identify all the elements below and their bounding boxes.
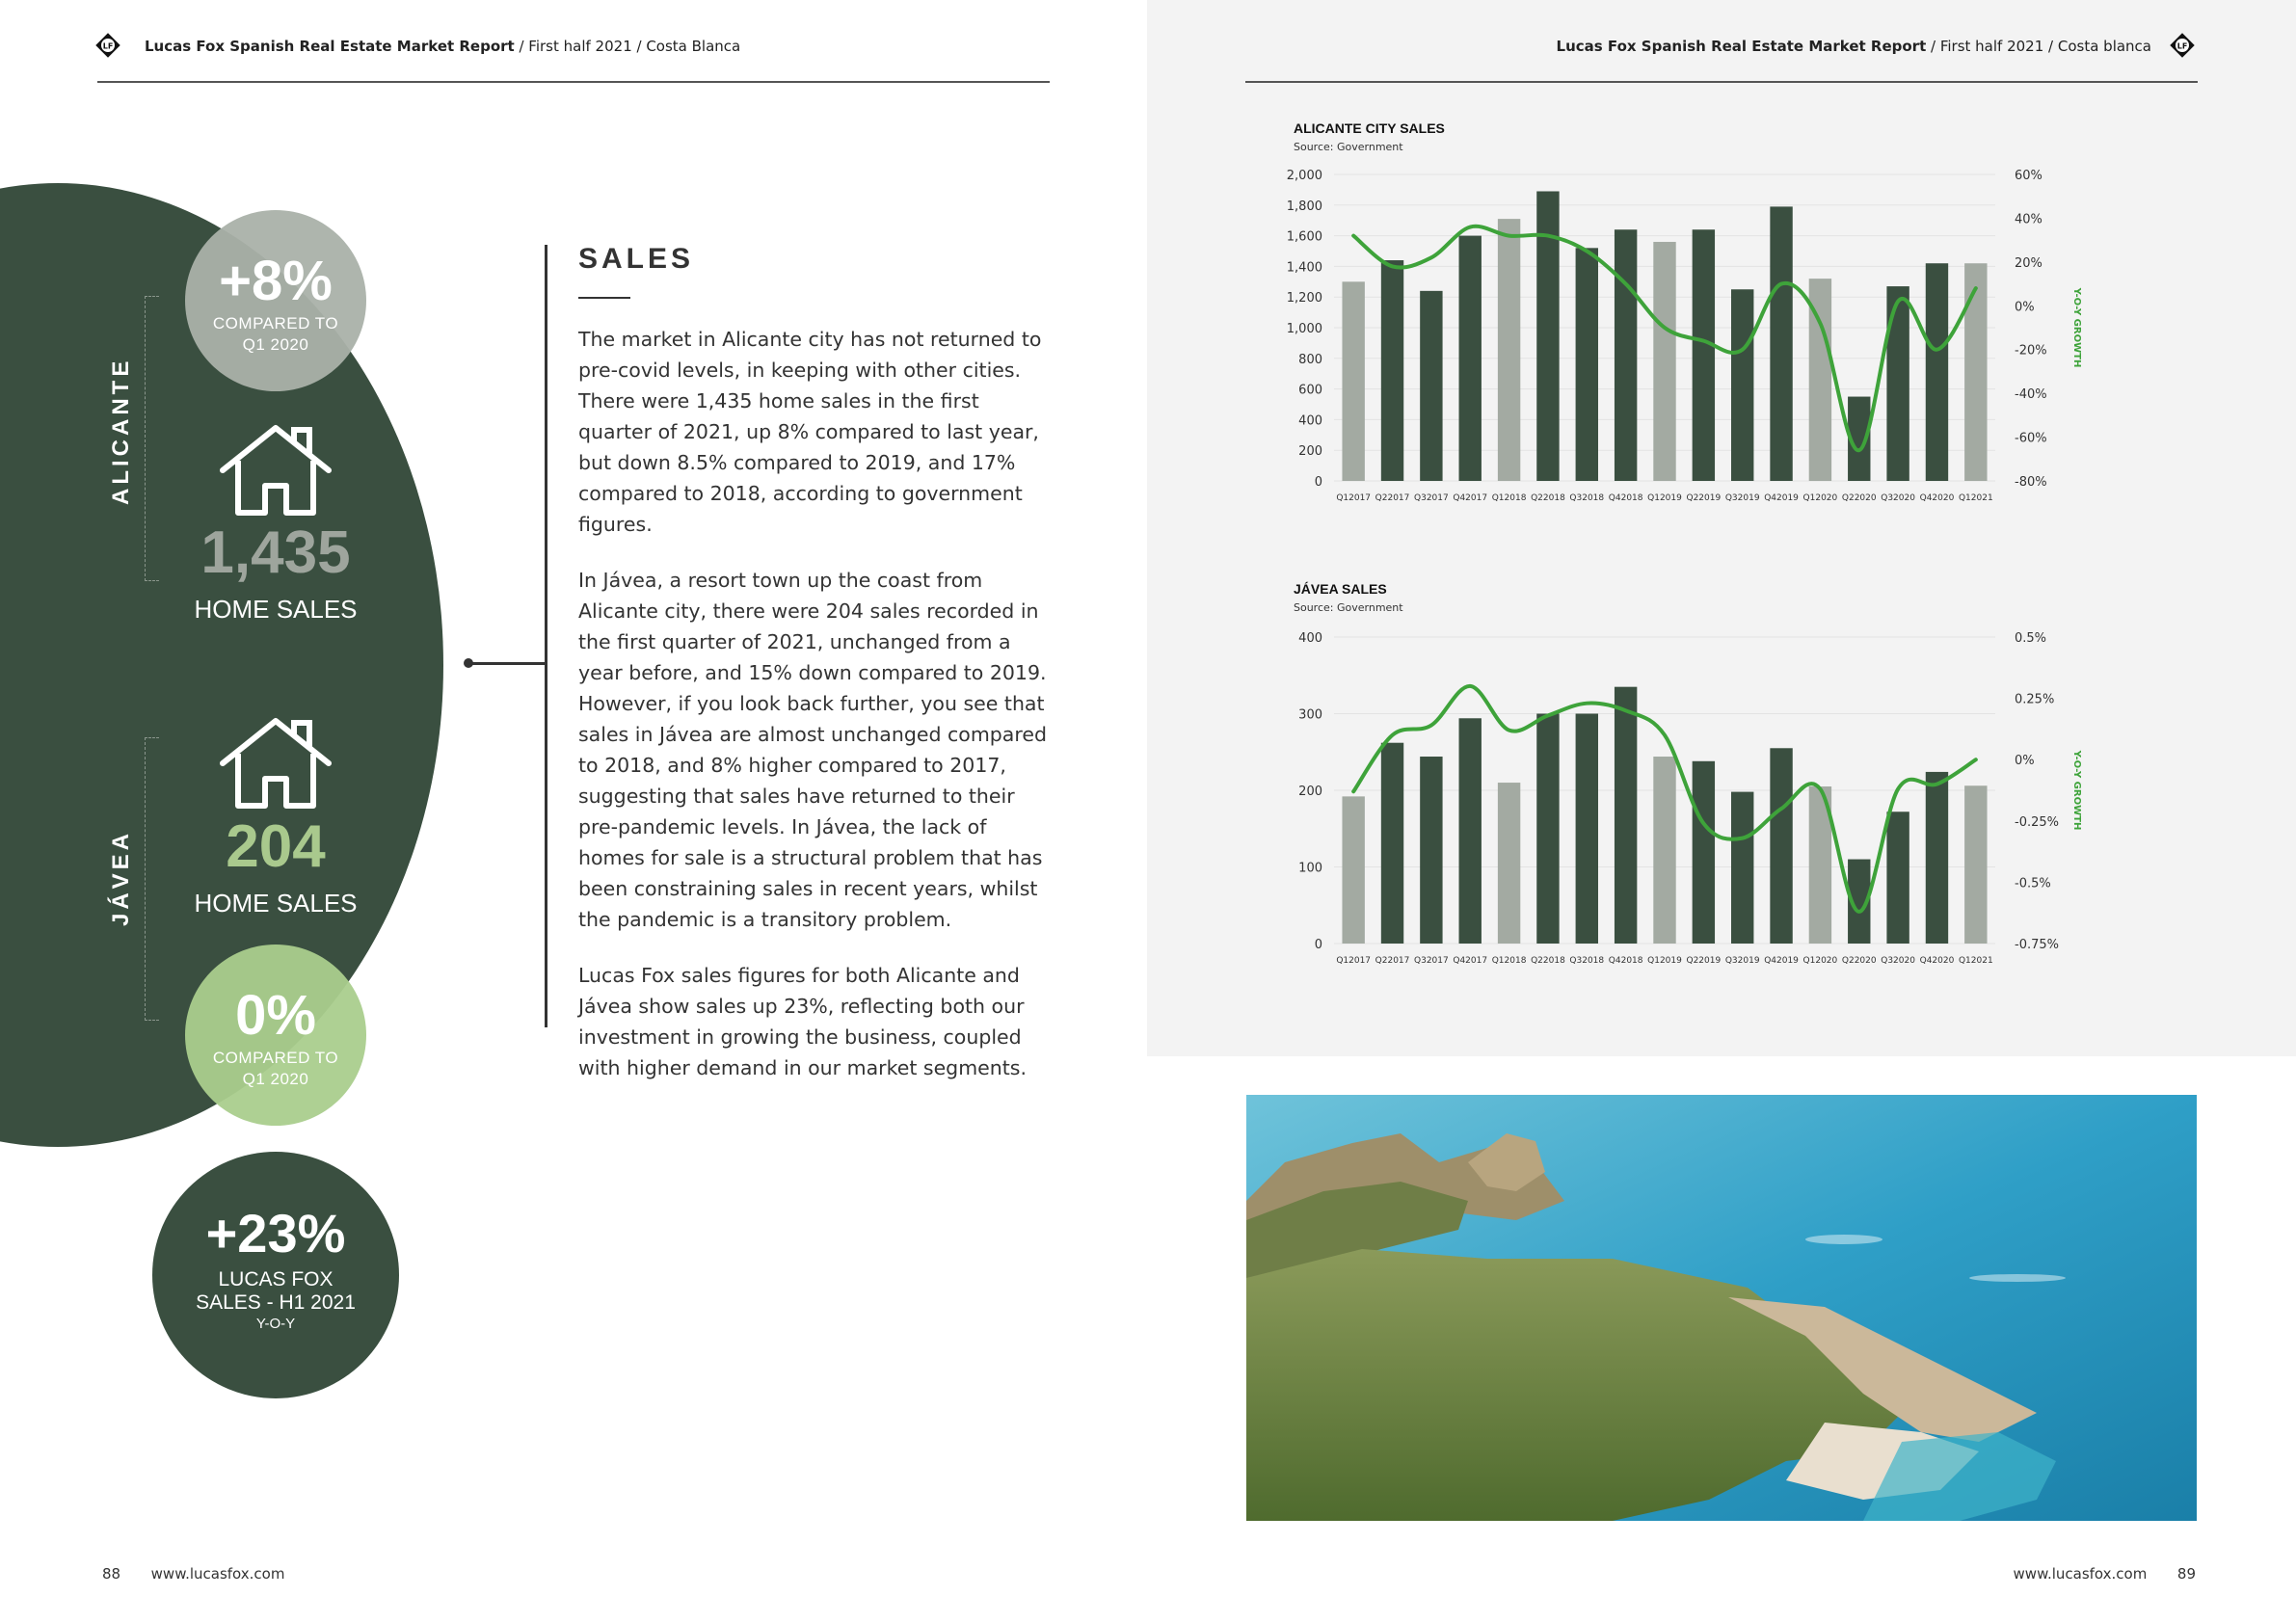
bar [1615, 229, 1637, 481]
javea-sales-number: 204 [226, 813, 326, 880]
x-tick-label: Q12020 [1802, 493, 1838, 503]
bar [1459, 236, 1482, 481]
lucasfox-line2: SALES - H1 2021 [196, 1291, 356, 1314]
bar [1498, 219, 1520, 481]
header-period: / First half 2021 / [1926, 38, 2058, 55]
x-tick-label: Q42020 [1919, 493, 1955, 503]
chart1-title: ALICANTE CITY SALES [1294, 120, 1445, 136]
header-brand: Lucas Fox Spanish Real Estate Market Report [1556, 38, 1927, 55]
x-tick-label: Q12017 [1336, 956, 1372, 966]
javea-change-caption-1: COMPARED TO [212, 1049, 339, 1067]
x-tick-label: Q22018 [1531, 493, 1565, 503]
chart2-title: JÁVEA SALES [1294, 581, 1387, 597]
x-tick-label: Q42019 [1764, 493, 1799, 503]
x-tick-label: Q42019 [1764, 956, 1799, 966]
y-tick-label: 0 [1314, 475, 1322, 490]
bar [1459, 718, 1482, 944]
alicante-label: ALICANTE [108, 357, 134, 505]
x-tick-label: Q12021 [1958, 956, 1993, 966]
bar [1653, 757, 1675, 944]
section-title: SALES [578, 243, 695, 275]
bar [1770, 206, 1792, 481]
x-tick-label: Q32018 [1569, 956, 1605, 966]
section-vertical-rule [545, 245, 547, 1027]
lucasfox-line3: Y-O-Y [255, 1316, 296, 1332]
alicante-sales-chart [1282, 159, 2082, 525]
javea-sales-label: HOME SALES [194, 889, 358, 918]
chart1-source: Source: Government [1294, 141, 1403, 153]
section-body [578, 324, 1053, 1108]
x-tick-label: Q22020 [1841, 956, 1877, 966]
logo-text: LF [2176, 41, 2188, 51]
alicante-change-circle [185, 210, 366, 391]
alicante-change-caption-2: Q1 2020 [242, 335, 309, 354]
left-footer-url[interactable]: www.lucasfox.com [150, 1565, 285, 1583]
bar [1576, 248, 1598, 481]
x-tick-label: Q42018 [1608, 956, 1643, 966]
bar [1381, 743, 1403, 944]
logo-text: LF [102, 41, 114, 51]
header-region: Costa blanca [2057, 38, 2151, 55]
paragraph: The market in Alicante city has not returned to pre-covid levels, in keeping with other cities. There were 1,435 home sales in the first quarter of 2021, up 8% compared to last year, but down 8.5% compared to 2019, and 17% compared to 2018, according to government figures. [578, 328, 1042, 536]
x-tick-label: Q22017 [1375, 493, 1410, 503]
javea-house-icon [217, 715, 334, 815]
y2-tick-label: -60% [2015, 431, 2047, 446]
y-tick-label: 600 [1298, 383, 1322, 398]
bar [1498, 783, 1520, 944]
javea-change-circle [185, 945, 366, 1126]
y-tick-label: 1,600 [1286, 229, 1322, 245]
y2-tick-label: -80% [2015, 475, 2047, 490]
connector-dot [464, 658, 473, 668]
lucasfox-circle [152, 1152, 399, 1398]
left-logo [93, 31, 122, 64]
left-page-number: 88 [102, 1565, 121, 1583]
y-tick-label: 300 [1298, 707, 1322, 723]
paragraph: Lucas Fox sales figures for both Alicante and Jávea show sales up 23%, reflecting both our investment in growing the business, coupled with higher demand in our market segments. [578, 964, 1028, 1079]
y2-tick-label: 60% [2015, 169, 2042, 183]
bar [1615, 687, 1637, 944]
y2-axis-label: Y-O-Y GROWTH [2071, 750, 2082, 831]
x-tick-label: Q12020 [1802, 956, 1838, 966]
x-tick-label: Q32017 [1414, 956, 1449, 966]
coastal-photo [1246, 1095, 2197, 1521]
connector-line [469, 662, 547, 665]
paragraph: In Jávea, a resort town up the coast from Alicante city, there were 204 sales recorded in the first quarter of 2021, unchanged from a year before, and 15% down compared to 2019. However, if you look back further, you see that sales in Jávea are almost unchanged compared to 2018, and 8% higher compared to 2017, suggesting that sales have returned to their pre-pandemic levels. In Jávea, the lack of homes for sale is a structural problem that has been constraining sales in recent years, whilst the pandemic is a transitory problem. [578, 569, 1047, 931]
y-tick-label: 800 [1298, 352, 1322, 367]
x-tick-label: Q12017 [1336, 493, 1372, 503]
left-header-rule [97, 81, 1050, 83]
y2-tick-label: 0% [2015, 300, 2035, 315]
y2-tick-label: -0.75% [2015, 938, 2059, 952]
chart2-source: Source: Government [1294, 601, 1403, 614]
bar [1576, 714, 1598, 945]
bar [1693, 761, 1715, 944]
x-tick-label: Q22020 [1841, 493, 1877, 503]
lucasfox-change: +23% [205, 1203, 346, 1264]
bar [1420, 757, 1442, 944]
x-tick-label: Q32019 [1724, 493, 1760, 503]
right-footer-url[interactable]: www.lucasfox.com [2013, 1565, 2148, 1583]
bar [1342, 796, 1364, 944]
y-tick-label: 1,200 [1286, 291, 1322, 306]
bar [1964, 785, 1987, 944]
bar [1770, 748, 1792, 944]
right-header-rule [1245, 81, 2198, 83]
y2-tick-label: 40% [2015, 212, 2042, 227]
x-tick-label: Q12021 [1958, 493, 1993, 503]
bar [1926, 263, 1948, 481]
alicante-sales-label: HOME SALES [194, 595, 358, 624]
x-tick-label: Q32017 [1414, 493, 1449, 503]
bar [1693, 229, 1715, 481]
y-tick-label: 0 [1314, 938, 1322, 952]
y-tick-label: 1,800 [1286, 199, 1322, 214]
header-brand: Lucas Fox Spanish Real Estate Market Report [145, 38, 515, 55]
y2-tick-label: 0.25% [2015, 692, 2055, 707]
header-region: Costa Blanca [646, 38, 741, 55]
y-tick-label: 1,000 [1286, 322, 1322, 336]
left-footer [102, 1565, 284, 1583]
bar [1964, 263, 1987, 481]
y-tick-label: 200 [1298, 444, 1322, 460]
javea-label: JÁVEA [108, 829, 134, 927]
bar [1731, 792, 1753, 944]
right-header [1557, 38, 2151, 55]
alicante-change: +8% [219, 250, 333, 312]
right-footer [2014, 1565, 2196, 1583]
x-tick-label: Q12019 [1647, 956, 1682, 966]
right-page-number: 89 [2176, 1565, 2196, 1583]
bar [1886, 812, 1909, 944]
x-tick-label: Q22017 [1375, 956, 1410, 966]
x-tick-label: Q32020 [1881, 493, 1915, 503]
y2-tick-label: -0.25% [2015, 814, 2059, 830]
y2-tick-label: -20% [2015, 343, 2047, 359]
x-tick-label: Q42017 [1453, 956, 1488, 966]
header-period: / First half 2021 / [514, 38, 647, 55]
y2-axis-label: Y-O-Y GROWTH [2071, 287, 2082, 368]
y2-tick-label: 0% [2015, 754, 2035, 769]
x-tick-label: Q22018 [1531, 956, 1565, 966]
javea-sales-chart [1282, 622, 2082, 988]
y2-tick-label: -0.5% [2015, 876, 2051, 891]
x-tick-label: Q42018 [1608, 493, 1643, 503]
x-tick-label: Q32020 [1881, 956, 1915, 966]
x-tick-label: Q32018 [1569, 493, 1605, 503]
x-tick-label: Q22019 [1686, 956, 1722, 966]
bar [1420, 291, 1442, 481]
y-tick-label: 100 [1298, 861, 1322, 876]
alicante-sales-number: 1,435 [200, 519, 351, 586]
x-tick-label: Q42020 [1919, 956, 1955, 966]
y-tick-label: 2,000 [1286, 169, 1322, 183]
x-tick-label: Q22019 [1686, 493, 1722, 503]
left-header [145, 38, 740, 55]
y-tick-label: 400 [1298, 631, 1322, 646]
javea-change-caption-2: Q1 2020 [242, 1070, 309, 1088]
x-tick-label: Q12019 [1647, 493, 1682, 503]
alicante-house-icon [217, 422, 334, 522]
javea-change: 0% [235, 984, 316, 1047]
y-tick-label: 1,400 [1286, 260, 1322, 276]
y2-tick-label: -40% [2015, 387, 2047, 403]
bar [1653, 242, 1675, 481]
y-tick-label: 200 [1298, 785, 1322, 799]
bar [1536, 714, 1559, 945]
lucasfox-line1: LUCAS FOX [218, 1268, 334, 1290]
bar [1342, 281, 1364, 481]
x-tick-label: Q12018 [1491, 956, 1527, 966]
x-tick-label: Q32019 [1724, 956, 1760, 966]
right-logo [2168, 31, 2197, 64]
bar [1926, 772, 1948, 944]
x-tick-label: Q42017 [1453, 493, 1488, 503]
alicante-change-caption-1: COMPARED TO [212, 314, 339, 333]
section-title-underline [578, 297, 630, 299]
y2-tick-label: 0.5% [2015, 631, 2047, 646]
x-tick-label: Q12018 [1491, 493, 1527, 503]
bar [1731, 289, 1753, 481]
bar [1886, 286, 1909, 481]
y-tick-label: 400 [1298, 413, 1322, 429]
y2-tick-label: 20% [2015, 255, 2042, 271]
bar [1381, 260, 1403, 481]
